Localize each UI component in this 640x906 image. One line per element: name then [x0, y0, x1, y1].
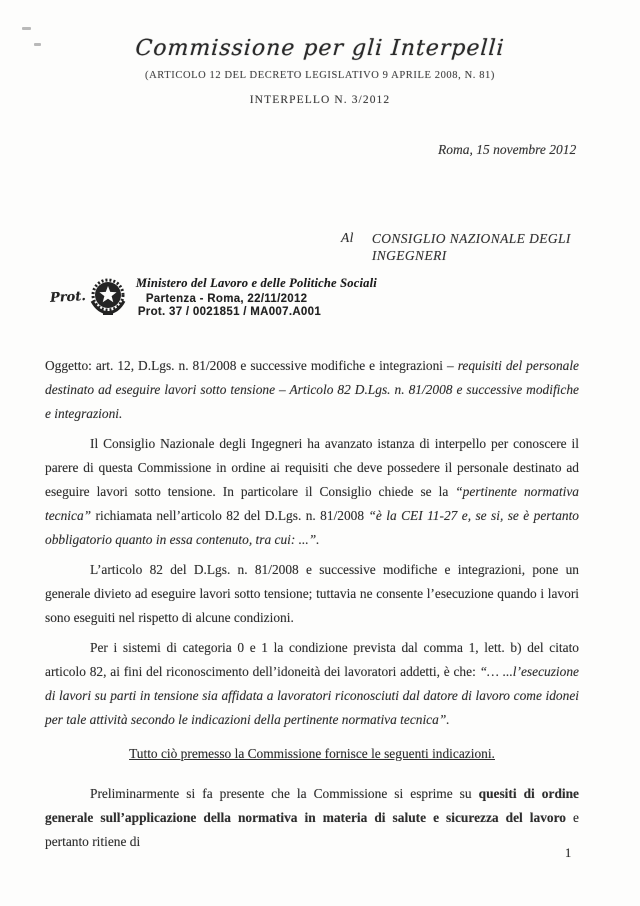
letter-body [45, 354, 579, 860]
recipient-to: Al [341, 230, 354, 245]
paragraph-text: Il Consiglio Nazionale degli Ingegneri ha avanzato istanza di interpello per conoscere il parere di questa Commissione in ordine ai requisiti che deve possedere il personale destinato ad eseguire lavori sotto tensione. In particolare il Consiglio chiede se la [45, 436, 579, 499]
letterhead [0, 36, 640, 106]
recipient-name [372, 230, 571, 264]
subject-label: Oggetto: [45, 358, 92, 373]
stamp-protocol-number: Prot. 37 / 0021851 / MA007.A001 [137, 306, 322, 318]
paragraph-1 [45, 432, 579, 552]
paragraph-text: e pertanto ritiene di [45, 810, 579, 849]
italy-state-emblem-icon [88, 276, 128, 323]
scan-artifact [22, 27, 31, 30]
commission-subtitle: (ARTICOLO 12 DEL DECRETO LEGISLATIVO 9 APRILE 2008, N. 81) [144, 70, 496, 81]
paragraph-text: Per i sistemi di categoria 0 e 1 la condizione prevista dal comma 1, lett. b) del citato articolo 82, ai fini del riconoscimento dell’idoneità dei lavoratori addetti, è che: [45, 640, 579, 679]
recipient-line: CONSIGLIO NAZIONALE DEGLI [371, 231, 571, 246]
commission-title: Commissione per gli Interpelli [134, 36, 506, 61]
paragraph-text: L’articolo 82 del D.Lgs. n. 81/2008 e successive modifiche e integrazioni, pone un generale divieto ad eseguire lavori sotto tensione; tuttavia ne consente l’esecuzione quando i lavori sono eseguiti nel rispetto di alcune condizioni. [45, 562, 579, 625]
subject-paragraph [45, 354, 579, 426]
paragraph-2 [45, 558, 579, 630]
paragraph-quote: “è la CEI 11-27 e, se si, se è pertanto obbligatorio quanto in essa contenuto, tra cui: ...”. [45, 508, 580, 547]
closing-paragraph [45, 782, 579, 854]
recipient-line: INGEGNERI [371, 248, 447, 263]
stamp-departure-line: Partenza - Roma, 22/11/2012 [145, 293, 308, 305]
section-heading-text: Tutto ciò premesso la Commissione fornisce le seguenti indicazioni. [129, 746, 495, 761]
subject-text: art. 12, D.Lgs. n. 81/2008 e successive modifiche e integrazioni – [91, 358, 458, 373]
paragraph-text: Preliminarmente si fa presente che la Commissione si esprime su [90, 786, 479, 801]
page-number: 1 [565, 846, 572, 860]
prot-handwritten-label: Prot. [49, 289, 87, 306]
paragraph-text: richiamata nell’articolo 82 del D.Lgs. n. 81/2008 [91, 508, 369, 523]
subject-text-italic: requisiti del personale destinato ad eseguire lavori sotto tensione – Articolo 82 D.Lgs. n. 81/2008 e successive modifiche e integrazioni. [45, 358, 579, 421]
ministry-name: Ministero del Lavoro e delle Politiche Sociali [135, 276, 377, 290]
paragraph-bold-text: quesiti di ordine generale sull’applicazione della normativa in materia di salute e sicurezza del lavoro [45, 786, 579, 825]
recipient-block [341, 230, 571, 264]
paragraph-3 [45, 636, 579, 732]
interpello-number: INTERPELLO N. 3/2012 [249, 94, 391, 106]
paragraph-quote: “pertinente normativa tecnica” [45, 484, 579, 523]
dateline: Roma, 15 novembre 2012 [438, 142, 577, 157]
stamp-text-block [136, 276, 377, 318]
section-heading [45, 742, 579, 766]
paragraph-quote: “… ...l’esecuzione di lavori su parti in tensione sia affidata a lavoratori riconosciuti dal datore di lavoro come idonei per tale attività secondo le indicazioni della pertinente normativa tecnica”. [45, 664, 579, 727]
protocol-stamp [50, 276, 377, 323]
